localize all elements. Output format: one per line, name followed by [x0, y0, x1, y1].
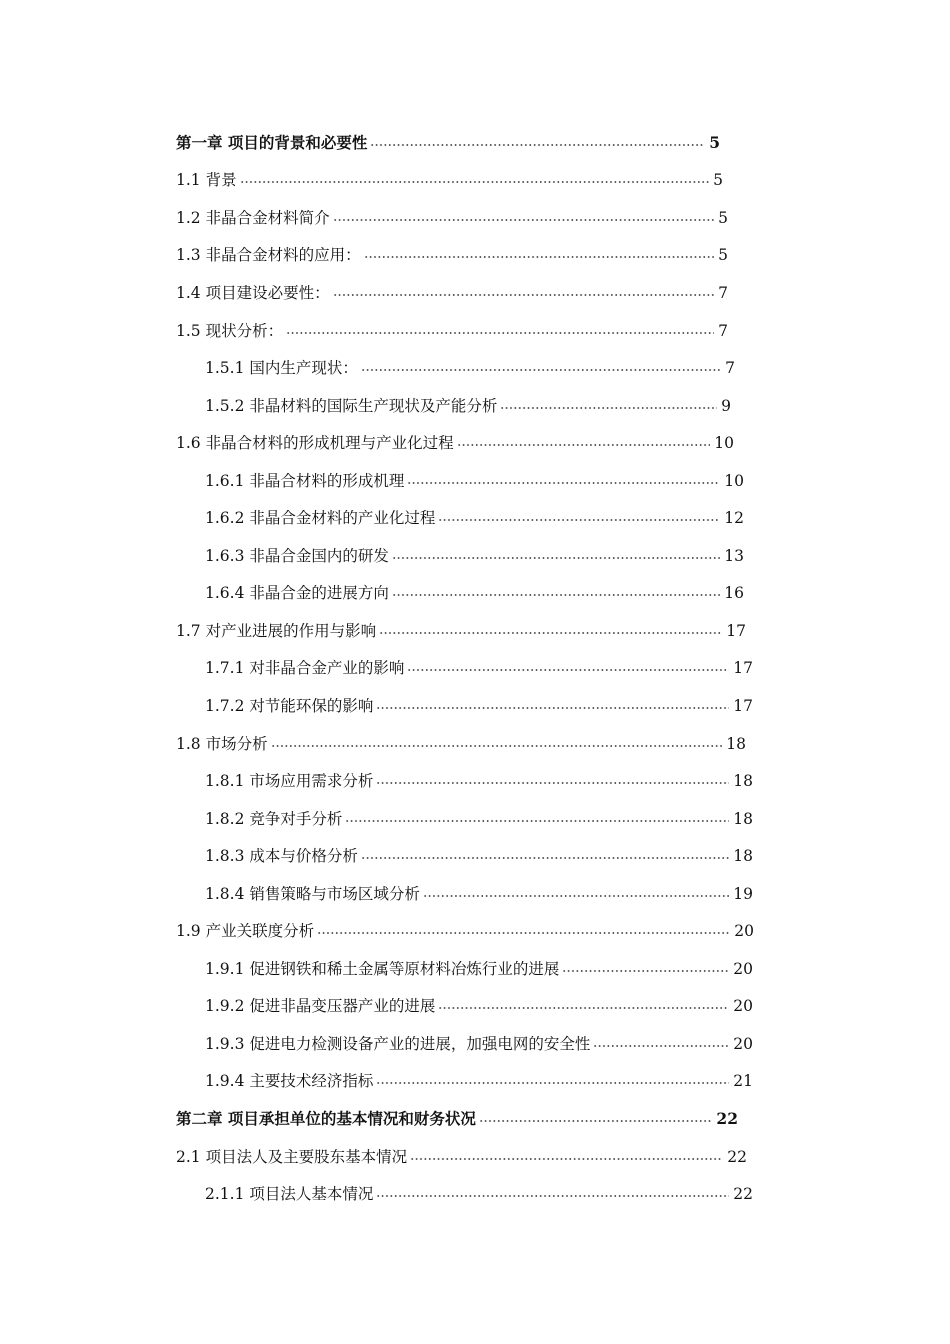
toc-entry-page: 20 — [733, 1035, 753, 1053]
toc-entry-page: 12 — [724, 509, 744, 527]
toc-entry-title: 1.9.2 促进非晶变压器产业的进展 — [205, 997, 436, 1015]
toc-entry-1-7-1[interactable] — [205, 656, 753, 680]
toc-entry-1-1[interactable] — [176, 168, 723, 192]
dot-leader — [407, 669, 729, 671]
toc-entry-1-8[interactable] — [176, 732, 746, 756]
dot-leader — [364, 256, 715, 258]
toc-entry-page: 20 — [734, 922, 754, 940]
toc-entry-1-3[interactable] — [176, 243, 728, 267]
toc-entry-page: 18 — [726, 735, 746, 753]
toc-entry-chapter-1[interactable] — [176, 131, 720, 155]
dot-leader — [240, 181, 710, 183]
toc-entry-1-9[interactable] — [176, 919, 754, 943]
toc-entry-1-4[interactable] — [176, 281, 728, 305]
toc-entry-title: 1.5.1 国内生产现状： — [205, 359, 358, 377]
toc-entry-title: 1.8.3 成本与价格分析 — [205, 847, 358, 865]
toc-entry-page: 17 — [733, 659, 753, 677]
dot-leader — [376, 707, 729, 709]
dot-leader — [500, 407, 717, 409]
toc-entry-title: 1.2 非晶合金材料简介 — [176, 209, 330, 227]
toc-entry-page: 19 — [733, 885, 753, 903]
toc-entry-1-8-2[interactable] — [205, 807, 753, 831]
toc-entry-1-6-3[interactable] — [205, 544, 744, 568]
toc-entry-1-7[interactable] — [176, 619, 746, 643]
toc-entry-title: 1.6.1 非晶合材料的形成机理 — [205, 472, 405, 490]
toc-entry-title: 1.1 背景 — [176, 171, 237, 189]
toc-entry-title: 1.6 非晶合材料的形成机理与产业化过程 — [176, 434, 454, 452]
toc-entry-1-9-2[interactable] — [205, 994, 753, 1018]
toc-entry-page: 13 — [724, 547, 744, 565]
toc-entry-title: 第二章 项目承担单位的基本情况和财务状况 — [176, 1109, 476, 1128]
toc-entry-2-1-1[interactable] — [205, 1182, 753, 1206]
dot-leader — [361, 857, 729, 859]
toc-entry-title: 1.9.4 主要技术经济指标 — [205, 1072, 374, 1090]
dot-leader — [457, 444, 711, 446]
toc-entry-1-5-2[interactable] — [205, 394, 731, 418]
toc-entry-title: 1.4 项目建设必要性： — [176, 284, 330, 302]
toc-entry-1-6-4[interactable] — [205, 581, 744, 605]
toc-entry-page: 21 — [733, 1072, 753, 1090]
toc-entry-1-9-1[interactable] — [205, 957, 753, 981]
toc-entry-1-6-1[interactable] — [205, 469, 744, 493]
toc-entry-page: 9 — [721, 397, 731, 415]
toc-entry-1-5-1[interactable] — [205, 356, 735, 380]
toc-entry-title: 1.8.4 销售策略与市场区域分析 — [205, 885, 420, 903]
toc-entry-1-9-4[interactable] — [205, 1069, 753, 1093]
dot-leader — [376, 1082, 729, 1084]
toc-entry-1-6-2[interactable] — [205, 506, 744, 530]
toc-entry-title: 1.6.3 非晶合金国内的研发 — [205, 547, 389, 565]
toc-entry-title: 1.3 非晶合金材料的应用： — [176, 246, 361, 264]
toc-entry-page: 20 — [733, 960, 753, 978]
toc-entry-title: 第一章 项目的背景和必要性 — [176, 133, 368, 152]
toc-entry-page: 18 — [733, 772, 753, 790]
toc-entry-title: 1.9.3 促进电力检测设备产业的进展，加强电网的安全性 — [205, 1035, 591, 1053]
toc-entry-title: 1.5.2 非晶材料的国际生产现状及产能分析 — [205, 397, 498, 415]
dot-leader — [410, 1158, 723, 1160]
dot-leader — [379, 632, 722, 634]
toc-entry-page: 7 — [718, 322, 728, 340]
toc-entry-page: 18 — [733, 847, 753, 865]
dot-leader — [392, 557, 720, 559]
toc-entry-page: 7 — [718, 284, 728, 302]
toc-entry-title: 1.8 市场分析 — [176, 735, 268, 753]
toc-entry-1-8-3[interactable] — [205, 844, 753, 868]
dot-leader — [361, 369, 721, 371]
dot-leader — [593, 1045, 729, 1047]
toc-entry-title: 1.5 现状分析： — [176, 322, 284, 340]
toc-entry-page: 18 — [733, 810, 753, 828]
dot-leader — [333, 219, 715, 221]
toc-entry-page: 7 — [725, 359, 735, 377]
dot-leader — [271, 745, 723, 747]
toc-entry-page: 17 — [733, 697, 753, 715]
dot-leader — [376, 782, 729, 784]
dot-leader — [370, 144, 705, 146]
dot-leader — [333, 294, 715, 296]
toc-entry-page: 22 — [733, 1185, 753, 1203]
toc-entry-page: 5 — [718, 246, 728, 264]
toc-entry-page: 17 — [726, 622, 746, 640]
toc-entry-page: 22 — [727, 1148, 747, 1166]
toc-entry-page: 20 — [733, 997, 753, 1015]
toc-entry-title: 1.6.4 非晶合金的进展方向 — [205, 584, 389, 602]
dot-leader — [376, 1195, 729, 1197]
toc-entry-1-7-2[interactable] — [205, 694, 753, 718]
dot-leader — [562, 970, 729, 972]
toc-entry-1-5[interactable] — [176, 319, 728, 343]
toc-entry-title: 1.8.1 市场应用需求分析 — [205, 772, 374, 790]
toc-entry-title: 1.7.2 对节能环保的影响 — [205, 697, 374, 715]
toc-entry-1-2[interactable] — [176, 206, 728, 230]
toc-entry-2-1[interactable] — [176, 1145, 747, 1169]
toc-entry-page: 10 — [724, 472, 744, 490]
toc-entry-title: 1.6.2 非晶合金材料的产业化过程 — [205, 509, 436, 527]
toc-entry-page: 16 — [724, 584, 744, 602]
toc-entry-1-6[interactable] — [176, 431, 734, 455]
dot-leader — [317, 932, 730, 934]
toc-entry-title: 1.9 产业关联度分析 — [176, 922, 315, 940]
dot-leader — [345, 820, 729, 822]
toc-entry-title: 1.7 对产业进展的作用与影响 — [176, 622, 377, 640]
dot-leader — [438, 1007, 729, 1009]
toc-entry-page: 22 — [716, 1109, 738, 1128]
dot-leader — [479, 1120, 713, 1122]
dot-leader — [407, 482, 720, 484]
toc-entry-title: 2.1.1 项目法人基本情况 — [205, 1185, 374, 1203]
toc-entry-title: 1.9.1 促进钢铁和稀土金属等原材料冶炼行业的进展 — [205, 960, 560, 978]
dot-leader — [286, 332, 714, 334]
toc-entry-page: 5 — [709, 133, 720, 152]
toc-entry-page: 5 — [718, 209, 728, 227]
toc-entry-1-9-3[interactable] — [205, 1032, 753, 1056]
toc-entry-1-8-1[interactable] — [205, 769, 753, 793]
toc-entry-title: 1.8.2 竞争对手分析 — [205, 810, 343, 828]
dot-leader — [438, 519, 720, 521]
dot-leader — [423, 895, 729, 897]
toc-entry-1-8-4[interactable] — [205, 882, 753, 906]
toc-entry-page: 5 — [713, 171, 723, 189]
toc-entry-chapter-2[interactable] — [176, 1107, 738, 1131]
dot-leader — [392, 594, 720, 596]
toc-entry-page: 10 — [714, 434, 734, 452]
toc-entry-title: 2.1 项目法人及主要股东基本情况 — [176, 1148, 408, 1166]
toc-entry-title: 1.7.1 对非晶合金产业的影响 — [205, 659, 405, 677]
